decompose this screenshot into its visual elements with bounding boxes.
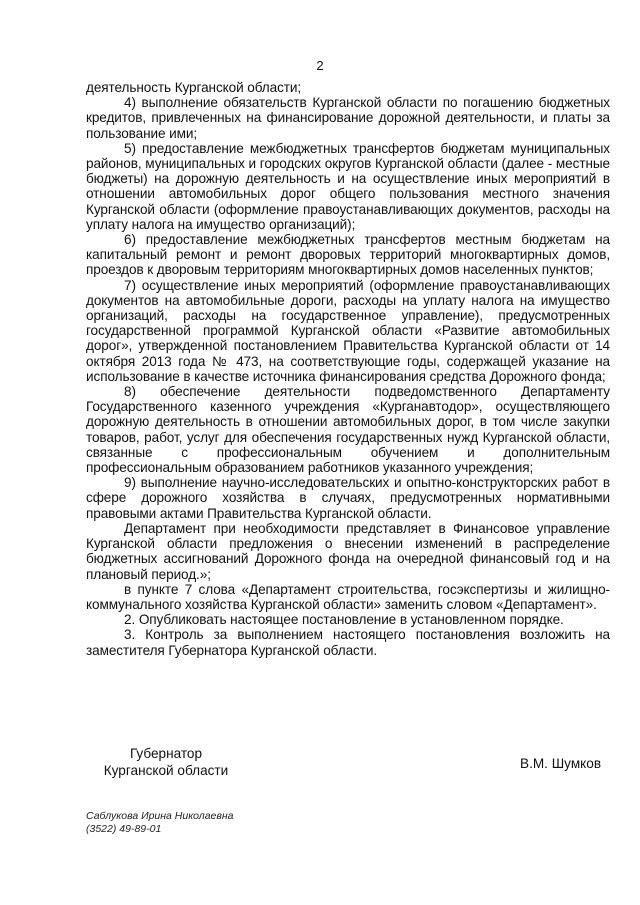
- signatory-title-line2: Курганской области: [103, 763, 229, 778]
- paragraph-point-7-amendment: в пункте 7 слова «Департамент строительства, госэкспертизы и жилищно-коммунального хозяйства Курганской области» заменить словом «Департамент».: [86, 581, 610, 612]
- paragraph-publish: 2. Опубликовать настоящее постановление в установленном порядке.: [124, 612, 564, 628]
- paragraph-item-7: 7) осуществление иных мероприятий (оформление правоустанавливающих документов на автомобильные дороги, расходы на уплату налога на имущество организаций, расходы на государственное управление), предусмотренных государственной программой Курганской области «Развитие автомобильных дорог», утвержденной постановлением Правительства Курганской области от 14 октября 2013 года № 473, на соответствующие годы, содержащей указание на использование в качестве источника финансирования средства Дорожного фонда;: [86, 277, 610, 384]
- paragraph-continuation: деятельность Курганской области;: [86, 80, 302, 95]
- paragraph-control: 3. Контроль за выполнением настоящего постановления возложить на заместителя Губернатора Курганской области.: [86, 627, 610, 658]
- executor-name: Саблукова Ирина Николаевна: [86, 810, 234, 822]
- executor-phone: (3522) 49-89-01: [86, 823, 162, 835]
- signatory-title: [86, 745, 246, 779]
- paragraph-item-9: 9) выполнение научно-исследовательских и опытно-конструкторских работ в сфере дорожного хозяйства в случаях, предусмотренных нормативными правовыми актами Правительства Курганской области.: [86, 475, 610, 521]
- page-number: 2: [316, 58, 324, 73]
- document-body: [86, 80, 610, 658]
- signatory-title-line1: Губернатор: [129, 746, 203, 761]
- paragraph-item-5: 5) предоставление межбюджетных трансфертов бюджетам муниципальных районов, муниципальных и городских округов Курганской области (далее - местные бюджеты) на дорожную деятельность и на осуществление иных мероприятий в отношении автомобильных дорог общего пользования местного значения Курганской области (оформление правоустанавливающих документов, расходы на уплату налога на имущество организаций);: [86, 140, 610, 232]
- paragraph-item-4: 4) выполнение обязательств Курганской области по погашению бюджетных кредитов, привлеченных на финансирование дорожной деятельности, и платы за пользование ими;: [86, 95, 610, 141]
- signatory-name: В.М. Шумков: [520, 756, 602, 771]
- paragraph-item-6: 6) предоставление межбюджетных трансфертов местным бюджетам на капитальный ремонт и ремонт дворовых территорий многоквартирных домов, проездов к дворовым территориям многоквартирных домов населенных пунктов;: [86, 232, 610, 278]
- paragraph-department-proposals: Департамент при необходимости представляет в Финансовое управление Курганской области предложения о внесении изменений в распределение бюджетных ассигнований Дорожного фонда на очередной финансовый год и на плановый период.»;: [86, 520, 610, 582]
- executor-info: [86, 810, 234, 836]
- paragraph-item-8: 8) обеспечение деятельности подведомственного Департаменту Государственного казенного учреждения «Курганавтодор», осуществляющего дорожную деятельность в отношении автомобильных дорог, в том числе закупки товаров, работ, услуг для обеспечения государственных нужд Курганской области, связанные с профессиональным обучением и дополнительным профессиональным образованием работников указанного учреждения;: [86, 384, 610, 476]
